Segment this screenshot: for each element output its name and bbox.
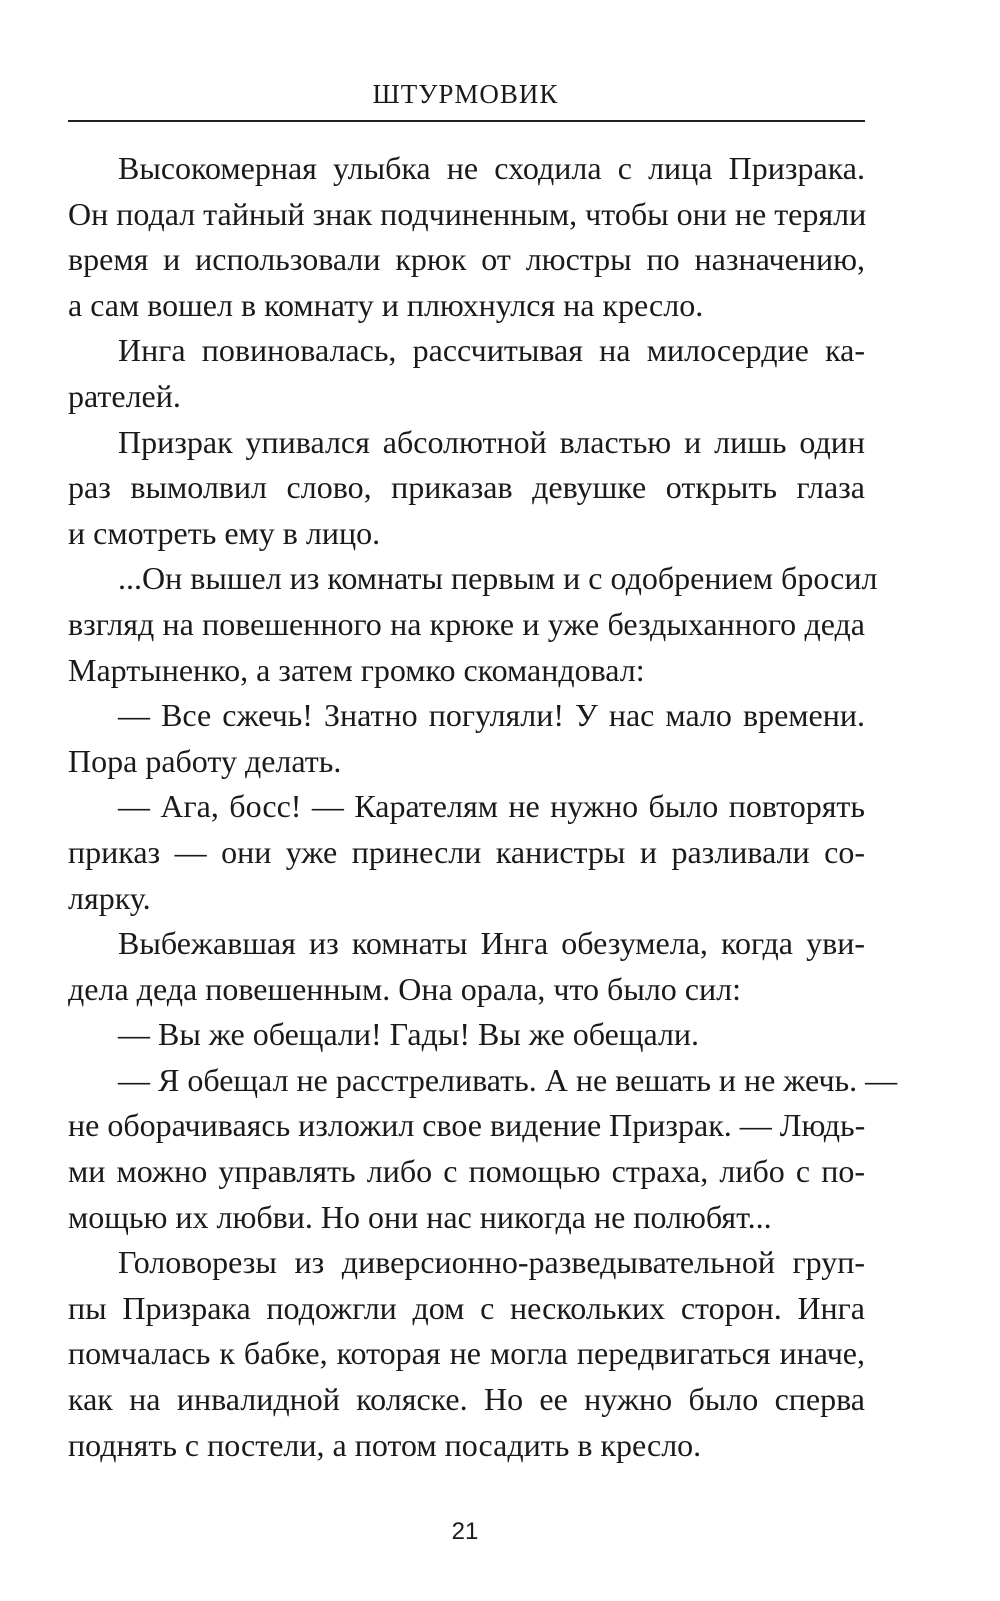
running-head: ШТУРМОВИК <box>372 79 559 109</box>
text-line: рателей. <box>68 377 181 414</box>
body-text <box>68 146 898 1468</box>
text-line: Выбежавшая из комнаты Инга обезумела, когда уви- <box>118 925 865 962</box>
text-line: взгляд на повешенного на крюке и уже бездыханного деда <box>68 605 865 642</box>
text-line: Высокомерная улыбка не сходила с лица Призрака. <box>118 150 865 186</box>
text-line: — Вы же обещали! Гады! Вы же обещали. <box>118 1016 700 1053</box>
text-line: раз вымолвил слово, приказав девушке открыть глаза <box>68 469 865 506</box>
text-line: ми можно управлять либо с помощью страха, либо с по- <box>68 1153 865 1190</box>
text-line: — Все сжечь! Знатно погуляли! У нас мало времени. <box>118 697 865 734</box>
text-line: не оборачиваясь изложил свое видение Призрак. — Людь- <box>68 1107 866 1144</box>
header-rule <box>68 120 865 122</box>
text-line: Головорезы из диверсионно-разведывательной груп- <box>118 1244 865 1281</box>
text-line: лярку. <box>68 879 151 916</box>
text-line: Инга повиновалась, рассчитывая на милосердие ка- <box>118 332 865 369</box>
text-line: Пора работу делать. <box>68 742 342 779</box>
text-line: — Ага, босс! — Карателям не нужно было повторять <box>118 788 865 825</box>
text-line: а сам вошел в комнату и плюхнулся на кресло. <box>68 286 704 323</box>
text-line: — Я обещал не расстреливать. А не вешать и не жечь. — <box>118 1061 898 1098</box>
text-line: и смотреть ему в лицо. <box>68 514 381 551</box>
page-number: 21 <box>451 1518 479 1545</box>
text-line: поднять с постели, а потом посадить в кресло. <box>68 1426 702 1463</box>
text-line: Призрак упивался абсолютной властью и лишь один <box>118 423 865 460</box>
text-line: мощью их любви. Но они нас никогда не полюбят... <box>68 1198 772 1235</box>
text-line: пы Призрака подожгли дом с нескольких сторон. Инга <box>68 1289 865 1326</box>
text-line: время и использовали крюк от люстры по назначению, <box>68 241 865 278</box>
text-line: ...Он вышел из комнаты первым и с одобрением бросил <box>118 560 878 597</box>
text-line: приказ — они уже принесли канистры и разливали со- <box>68 833 865 870</box>
text-line: как на инвалидной коляске. Но ее нужно было сперва <box>68 1381 865 1418</box>
text-line: помчалась к бабке, которая не могла передвигаться иначе, <box>68 1335 865 1372</box>
text-line: Он подал тайный знак подчиненным, чтобы они не теряли <box>68 195 867 232</box>
text-line: Мартыненко, а затем громко скомандовал: <box>68 651 645 688</box>
text-line: дела деда повешенным. Она орала, что было сил: <box>68 970 741 1007</box>
